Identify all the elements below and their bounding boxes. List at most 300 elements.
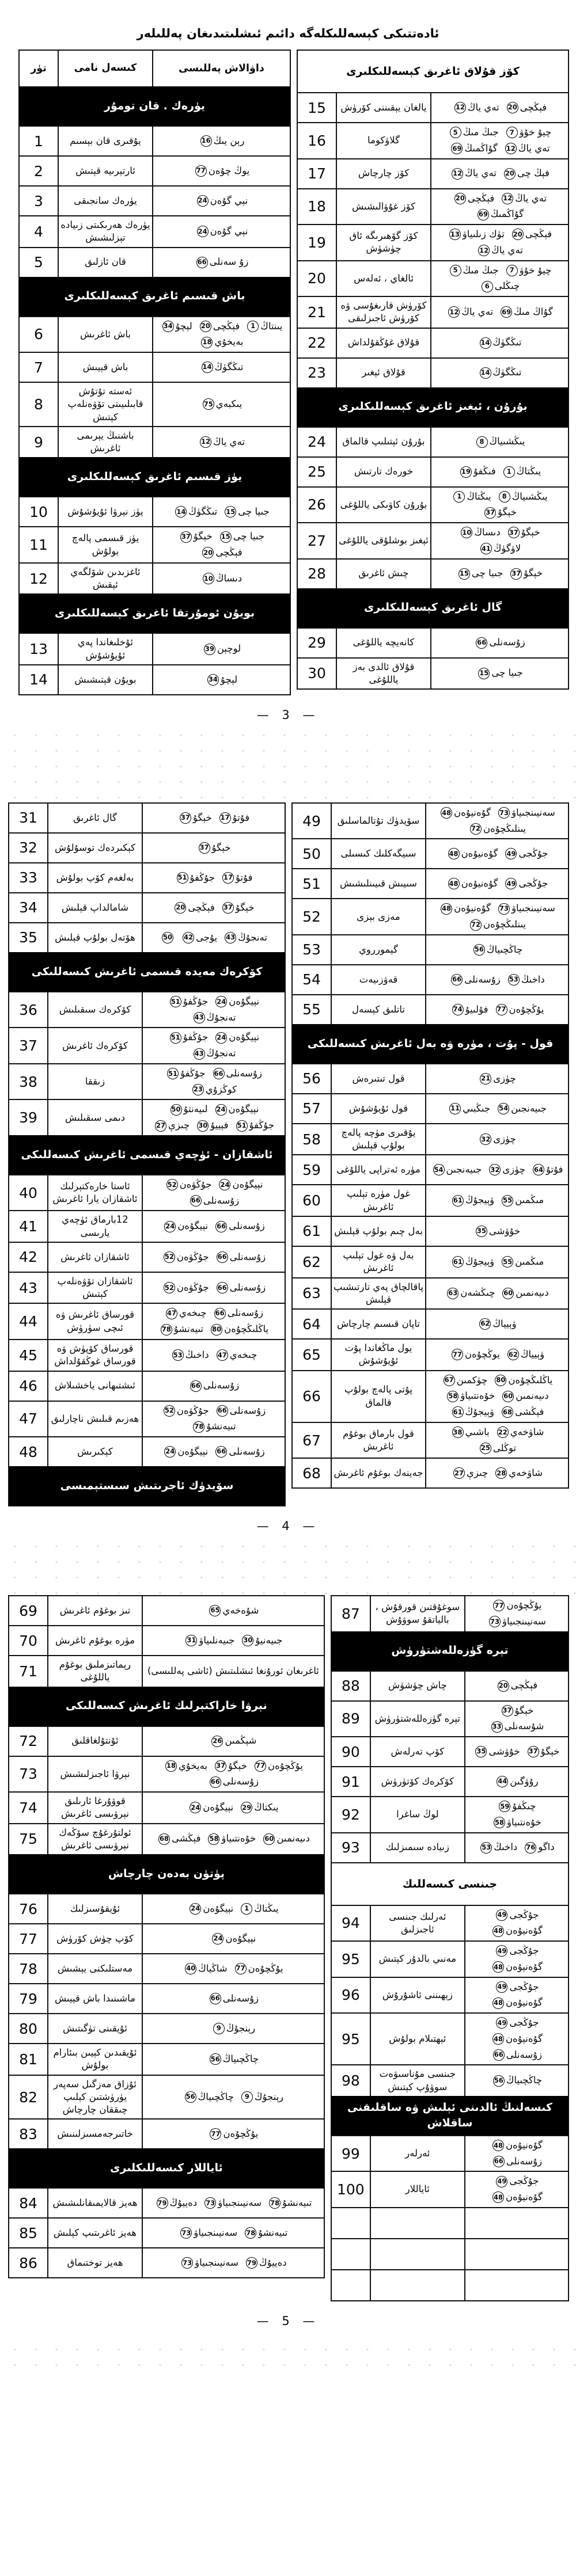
disease-name: كېكىردەك توسۇلۇش bbox=[48, 834, 143, 862]
point-number-badge: 20 bbox=[504, 168, 516, 180]
point-name: شاۋخەي bbox=[510, 1426, 544, 1437]
point-number-badge: 12 bbox=[200, 436, 211, 448]
remedy-point bbox=[197, 841, 231, 855]
disease-name: يۇقىرى قان بېسىم bbox=[59, 127, 153, 155]
remedy-point bbox=[499, 305, 553, 319]
remedy-point bbox=[173, 901, 214, 915]
table-row bbox=[293, 1458, 568, 1487]
row-number: 62 bbox=[293, 1247, 332, 1277]
remedy-point bbox=[450, 1193, 494, 1208]
row-number: 32 bbox=[9, 834, 48, 862]
point-number-badge: 68 bbox=[502, 1406, 513, 1418]
disease-name: سىيگەكلىك كىسىلى bbox=[332, 839, 426, 868]
point-number-badge: 20 bbox=[454, 193, 466, 204]
point-name: تەي ياڭ bbox=[213, 436, 245, 447]
row-number: 11 bbox=[20, 527, 59, 562]
point-number-badge: 56 bbox=[185, 2091, 196, 2103]
disease-name: كۆز گۆھىرىگە ئاق چۈشۈش bbox=[337, 225, 431, 260]
table-row bbox=[293, 1063, 568, 1093]
row-number: 57 bbox=[293, 1094, 332, 1123]
remedy-point bbox=[497, 901, 555, 916]
remedy-point bbox=[496, 1102, 547, 1116]
remedy-point bbox=[179, 530, 213, 544]
row-number: 30 bbox=[298, 659, 337, 689]
remedy-point bbox=[439, 806, 491, 820]
remedy-point bbox=[210, 1734, 256, 1748]
remedy-points bbox=[465, 2065, 568, 2096]
disease-name: باش ئاغرىش bbox=[59, 317, 153, 352]
section-header: باش قىسىم ئاغرىق كېسەللىكلىرى bbox=[20, 277, 290, 316]
remedy-points bbox=[431, 523, 568, 558]
remedy-point bbox=[153, 1118, 190, 1133]
remedy-point bbox=[449, 973, 500, 987]
point-name: جۇڭجى bbox=[509, 1909, 539, 1920]
point-number-badge: 48 bbox=[448, 848, 460, 859]
remedy-points bbox=[153, 665, 290, 694]
remedy-points bbox=[465, 2014, 568, 2064]
point-number-badge: 77 bbox=[496, 1004, 507, 1015]
table-row bbox=[9, 1272, 285, 1303]
remedy-points bbox=[465, 2172, 568, 2207]
remedy-points bbox=[465, 1672, 568, 1700]
table-right bbox=[331, 1595, 569, 2301]
remedy-points bbox=[426, 899, 568, 934]
disease-name: ئۇيقىنى تۈگىتىش bbox=[48, 2014, 143, 2043]
point-number-badge: 37 bbox=[222, 902, 234, 914]
table-row bbox=[332, 1832, 568, 1862]
disease-name: قول تىتىرەش bbox=[332, 1064, 426, 1093]
remedy-point bbox=[450, 1348, 500, 1362]
point-number-badge: 20 bbox=[202, 547, 214, 558]
point-number-badge: 66 bbox=[213, 1068, 225, 1079]
table-row bbox=[293, 1338, 568, 1370]
point-name: تىڭگۈڭ bbox=[492, 337, 522, 348]
point-name: گۇەنيۇەن bbox=[505, 2139, 543, 2151]
remedy-point bbox=[165, 1178, 212, 1192]
disease-name: ئاياللار bbox=[371, 2172, 465, 2207]
remedy-point bbox=[475, 435, 525, 449]
point-name: رېن يىڭ bbox=[213, 135, 245, 146]
table-row bbox=[9, 1303, 285, 1339]
point-name: شاۋخەي bbox=[509, 1467, 543, 1478]
table-row bbox=[20, 185, 290, 215]
remedy-point bbox=[474, 1224, 520, 1239]
remedy-points bbox=[153, 564, 290, 594]
remedy-point bbox=[192, 1011, 236, 1025]
point-name: چيۇ خۇۋ bbox=[519, 127, 552, 138]
point-name: خېگۇ bbox=[514, 1704, 534, 1716]
remedy-point bbox=[208, 1992, 259, 2006]
remedy-point bbox=[214, 1445, 264, 1459]
remedy-points bbox=[426, 1185, 568, 1216]
remedy-point bbox=[453, 101, 499, 115]
remedy-points bbox=[143, 1984, 324, 2013]
point-number-badge: 10 bbox=[203, 573, 214, 584]
point-name: شۇەخەي bbox=[222, 1604, 259, 1616]
point-name: لېچۇ bbox=[220, 674, 238, 685]
column-header: تۈر bbox=[20, 51, 59, 86]
remedy-point bbox=[452, 1466, 488, 1481]
point-name: يوڭ چۇەن bbox=[208, 165, 250, 176]
point-number-badge: 66 bbox=[217, 1282, 228, 1293]
point-name: گۇەنيۇەن bbox=[505, 1997, 543, 2008]
table-row bbox=[298, 296, 568, 328]
point-name: نېيگۇەن bbox=[229, 1032, 260, 1043]
disease-name: تاتلىق كېسەل bbox=[332, 995, 426, 1024]
remedy-points bbox=[431, 329, 568, 357]
point-name: تەي ياڭ bbox=[467, 101, 499, 113]
table-right bbox=[291, 802, 569, 1489]
row-number: 13 bbox=[20, 634, 59, 664]
row-number: 3 bbox=[20, 187, 59, 215]
row-number: 29 bbox=[298, 629, 337, 657]
point-number-badge: 73 bbox=[180, 2227, 192, 2239]
row-number: 81 bbox=[9, 2044, 48, 2075]
table-row bbox=[298, 486, 568, 523]
row-number: 42 bbox=[9, 1243, 48, 1272]
point-name: زۇسەنلى bbox=[222, 1992, 259, 2004]
point-number-badge: 41 bbox=[480, 543, 492, 554]
point-number-badge: 1 bbox=[241, 1903, 252, 1915]
remedy-points bbox=[431, 123, 568, 158]
remedy-point bbox=[505, 125, 552, 140]
remedy-point bbox=[450, 1255, 494, 1269]
table-row bbox=[9, 1923, 324, 1953]
row-number: 84 bbox=[9, 2189, 48, 2217]
disease-name: تىز بوغۇم ئاغرىش bbox=[48, 1596, 143, 1625]
remedy-point bbox=[162, 1404, 209, 1418]
page-number: — 3 — bbox=[256, 707, 320, 722]
table-row bbox=[9, 2247, 324, 2277]
table-row bbox=[293, 994, 568, 1024]
point-number-badge: 48 bbox=[492, 2191, 504, 2203]
remedy-point bbox=[491, 2155, 542, 2169]
row-number: 88 bbox=[332, 1672, 371, 1700]
point-name: گۇەنيۇەن bbox=[461, 878, 498, 889]
point-number-badge: 14 bbox=[175, 506, 187, 518]
disease-name: ئۇزاق مەزگىل سەپەر يۈرۈشتىن كېلىپ چىققان چارچاش bbox=[48, 2076, 143, 2119]
table-row bbox=[9, 1339, 285, 1371]
section-header: ئاشقازان - ئۈچەي قىسمى ئاغرىش كىسەللىكى bbox=[9, 1135, 285, 1174]
remedy-point bbox=[202, 642, 241, 656]
table-row bbox=[332, 1796, 568, 1832]
row-number: 25 bbox=[298, 458, 337, 486]
row-number: 14 bbox=[20, 665, 59, 694]
disease-name: ئۇنتۇلغاقلىق bbox=[48, 1727, 143, 1756]
point-name: جۇڭفۇ bbox=[180, 1067, 206, 1079]
disease-name: يۇقىرى مۈچە پالەچ بولۇپ قېلىش bbox=[332, 1124, 426, 1155]
point-number-badge: 20 bbox=[498, 1680, 509, 1692]
row-number: 99 bbox=[332, 2136, 371, 2171]
point-name: فىڭفۇ bbox=[473, 466, 496, 477]
table-row bbox=[9, 1371, 285, 1401]
point-number-badge: 49 bbox=[496, 2017, 507, 2029]
point-number-badge: 32 bbox=[480, 1133, 491, 1145]
point-name: بەيخۇي bbox=[178, 1760, 208, 1771]
remedy-point bbox=[147, 1664, 319, 1679]
disease-name: 12بارماق ئۈچەي يارىسى bbox=[48, 1211, 143, 1242]
table-row bbox=[9, 2043, 324, 2075]
point-name: فېڭچى bbox=[520, 101, 547, 113]
point-number-badge: 61 bbox=[452, 1256, 464, 1268]
point-number-badge: 69 bbox=[451, 143, 463, 154]
point-name: جۇڭۋەن bbox=[176, 1405, 209, 1416]
point-name: داخىڭ bbox=[494, 1841, 518, 1853]
remedy-points bbox=[431, 659, 568, 689]
table-row bbox=[293, 1422, 568, 1458]
row-number: 91 bbox=[332, 1767, 371, 1796]
point-name: تەنجۇڭ bbox=[238, 931, 267, 943]
remedy-point bbox=[195, 194, 248, 208]
point-name: بەيخۇي bbox=[214, 336, 244, 348]
table-row bbox=[293, 1216, 568, 1246]
point-number-badge: 33 bbox=[491, 1721, 503, 1733]
remedy-points bbox=[426, 1124, 568, 1155]
remedy-point bbox=[476, 243, 523, 258]
row-number: 71 bbox=[9, 1656, 48, 1687]
point-name: خۇۋشى bbox=[488, 1745, 520, 1757]
point-name: جۇڭجى bbox=[509, 2017, 539, 2029]
point-name: توڭلى bbox=[492, 1442, 517, 1453]
page-columns bbox=[0, 50, 576, 695]
remedy-point bbox=[164, 1306, 207, 1321]
point-number-badge: 37 bbox=[508, 527, 520, 538]
point-name: گۇەنيۇەن bbox=[454, 806, 491, 818]
point-number-badge: 27 bbox=[155, 1120, 166, 1132]
point-number-badge: 54 bbox=[433, 1164, 445, 1175]
point-number-badge: 77 bbox=[235, 1963, 247, 1974]
row-number: 45 bbox=[9, 1340, 48, 1371]
row-number: 100 bbox=[332, 2172, 371, 2207]
point-number-badge: 12 bbox=[502, 193, 513, 204]
remedy-points bbox=[431, 359, 568, 387]
point-number-badge: 66 bbox=[476, 637, 487, 649]
row-number: 61 bbox=[293, 1217, 332, 1246]
remedy-point bbox=[195, 225, 248, 239]
remedy-points bbox=[426, 995, 568, 1024]
disease-name: مەنىي بالدۇر كېتىش bbox=[371, 1942, 465, 1977]
remedy-points bbox=[143, 1924, 324, 1953]
point-number-badge: 24 bbox=[164, 1221, 176, 1232]
point-name: يۇڭچۇەن bbox=[267, 1760, 303, 1771]
remedy-point bbox=[223, 505, 269, 519]
remedy-point bbox=[240, 1634, 282, 1648]
row-number: 77 bbox=[9, 1924, 48, 1953]
remedy-point bbox=[198, 435, 245, 450]
remedy-points bbox=[143, 804, 285, 832]
remedy-points bbox=[143, 1757, 324, 1792]
point-number-badge: 37 bbox=[484, 507, 496, 519]
point-number-badge: 66 bbox=[493, 2049, 505, 2061]
point-number-badge: 64 bbox=[533, 1164, 544, 1175]
remedy-point bbox=[168, 995, 208, 1009]
remedy-point bbox=[452, 490, 491, 504]
remedy-points bbox=[431, 629, 568, 657]
point-number-badge: 74 bbox=[452, 1004, 464, 1015]
table-row bbox=[298, 92, 568, 122]
column-header-row bbox=[20, 51, 290, 86]
remedy-point bbox=[262, 1832, 309, 1846]
point-name: زۇسەنلى bbox=[226, 1067, 262, 1079]
remedy-point bbox=[245, 319, 282, 334]
remedy-point bbox=[494, 1980, 539, 1995]
point-number-badge: 14 bbox=[480, 337, 491, 349]
point-name: لېچۇ bbox=[175, 320, 192, 332]
disease-name: مۈرە بوغۇم ئاغرىش bbox=[48, 1626, 143, 1655]
point-number-badge: 12 bbox=[452, 168, 463, 180]
point-name: خۇەنتىياۋ bbox=[221, 1833, 256, 1844]
remedy-point bbox=[500, 1704, 534, 1718]
remedy-point bbox=[244, 2256, 287, 2270]
point-name: زۇسەنلى bbox=[489, 637, 525, 648]
disease-name: قول ئۇيۇشۇش bbox=[332, 1094, 426, 1123]
table-row bbox=[20, 664, 290, 694]
remedy-point bbox=[500, 192, 547, 206]
point-name: سەنيىنجىياۋ bbox=[502, 1615, 546, 1627]
row-number: 93 bbox=[332, 1833, 371, 1862]
point-name: نېيگۇەن bbox=[229, 995, 260, 1007]
point-name: جىڭ مىڭ bbox=[463, 127, 499, 138]
section-header: بويۇن ئومۇرتقا ئاغرىق كېسەللىكلىرى bbox=[20, 593, 290, 633]
remedy-point bbox=[476, 207, 524, 222]
remedy-point bbox=[472, 943, 522, 957]
point-name: چۈزى bbox=[502, 1164, 525, 1175]
point-number-badge: 19 bbox=[460, 466, 472, 478]
point-name: چۈزى bbox=[493, 1133, 516, 1144]
row-number: 58 bbox=[293, 1124, 332, 1155]
point-name: تىڭگۈڭ bbox=[214, 361, 244, 372]
disease-name: مەزى بېزى bbox=[332, 899, 426, 934]
disease-name: نېرۋا ئاجىزلىشىش bbox=[48, 1757, 143, 1792]
point-number-badge: 6 bbox=[482, 281, 493, 292]
empty-table-row bbox=[332, 2269, 568, 2300]
point-number-badge: 12 bbox=[454, 102, 466, 113]
remedy-points bbox=[465, 1797, 568, 1832]
remedy-point bbox=[478, 366, 522, 380]
point-name: نېيگۇەن bbox=[177, 1220, 209, 1232]
point-number-badge: 13 bbox=[449, 229, 461, 240]
point-number-badge: 31 bbox=[185, 1635, 197, 1646]
remedy-point bbox=[208, 1775, 259, 1789]
remedy-point bbox=[217, 1178, 263, 1192]
point-number-badge: 40 bbox=[185, 1963, 196, 1974]
remedy-point bbox=[240, 2090, 283, 2105]
table-row bbox=[298, 522, 568, 558]
remedy-point bbox=[497, 806, 555, 820]
point-name: تەي ياڭ bbox=[515, 192, 547, 204]
point-number-badge: 18 bbox=[165, 1760, 177, 1772]
disease-name: قورساق كۆپۈش ۋە قورساق غوڭقۇلداش bbox=[48, 1340, 143, 1371]
section-header: سۆيدۈك ئاجرىتىش سىستېمىسى bbox=[9, 1466, 285, 1505]
point-name: يۇڭچۇەن bbox=[223, 2128, 259, 2140]
remedy-point bbox=[175, 871, 215, 885]
point-number-badge: 20 bbox=[507, 102, 518, 113]
remedy-point bbox=[161, 319, 192, 334]
row-number: 20 bbox=[298, 261, 337, 296]
remedy-point bbox=[211, 1067, 262, 1081]
disease-name: كۆكرەك ئاغرىش bbox=[48, 1028, 143, 1063]
remedy-point bbox=[214, 1102, 259, 1117]
table-row bbox=[298, 627, 568, 657]
remedy-point bbox=[200, 546, 242, 560]
remedy-point bbox=[208, 2127, 258, 2141]
point-name: نېي گۇەن bbox=[210, 225, 248, 237]
row-number: 17 bbox=[298, 159, 337, 188]
remedy-point bbox=[501, 1286, 548, 1300]
point-name: خېگۇ bbox=[524, 568, 543, 579]
point-name: تەنجۇڭ bbox=[206, 1011, 236, 1023]
row-number: 74 bbox=[9, 1793, 48, 1823]
point-name: سەنيىنجىياۋ bbox=[195, 2257, 238, 2269]
remedy-points bbox=[143, 2014, 324, 2043]
disease-name: ئولتۇرغۇچ سۆڭەك نېرۋىسى ئاغرىش bbox=[48, 1824, 143, 1855]
remedy-point bbox=[431, 1163, 482, 1177]
remedy-points bbox=[143, 893, 285, 922]
point-number-badge: 12 bbox=[478, 245, 490, 256]
point-name: گۇەنيۇەن bbox=[454, 903, 491, 914]
table-row bbox=[293, 1370, 568, 1422]
row-number: 37 bbox=[9, 1028, 48, 1063]
table-row bbox=[20, 247, 290, 277]
remedy-point bbox=[218, 530, 264, 544]
row-number: 60 bbox=[293, 1185, 332, 1216]
point-name: شېڭمىن bbox=[225, 1735, 257, 1746]
row-number: 1 bbox=[20, 127, 59, 155]
row-number: 44 bbox=[9, 1304, 48, 1339]
point-name: جىيەنلىياۋ bbox=[199, 1634, 235, 1646]
disease-name: ھەيز قالايمىقانلىشىش bbox=[48, 2189, 143, 2217]
remedy-point bbox=[195, 255, 249, 269]
table-row bbox=[9, 1596, 324, 1625]
table-left bbox=[8, 802, 286, 1506]
remedy-point bbox=[478, 1317, 516, 1331]
table-row bbox=[332, 2012, 568, 2064]
remedy-point bbox=[180, 2256, 238, 2270]
point-number-badge: 61 bbox=[452, 1195, 464, 1207]
table-row bbox=[20, 382, 290, 426]
remedy-points bbox=[465, 1596, 568, 1631]
point-number-badge: 68 bbox=[158, 1833, 170, 1845]
point-name: دىساڭ bbox=[215, 572, 242, 584]
disease-name: يۈز نېرۋا ئۇيۇشۇش bbox=[59, 497, 153, 526]
point-number-badge: 62 bbox=[479, 1318, 491, 1330]
remedy-point bbox=[523, 1840, 554, 1855]
remedy-point bbox=[206, 673, 237, 687]
table-row bbox=[332, 1596, 568, 1631]
table-row bbox=[9, 1625, 324, 1655]
point-name: زۇسەنلى bbox=[464, 973, 501, 985]
remedy-points bbox=[431, 428, 568, 456]
point-number-badge: 60 bbox=[263, 1833, 275, 1845]
disease-name: زېھىننى ئاشۇرۇش bbox=[371, 1978, 465, 2013]
point-name: فېڭ چى bbox=[517, 168, 550, 179]
remedy-points bbox=[431, 297, 568, 328]
remedy-point bbox=[458, 465, 496, 479]
point-name: چاڭچىياڭ bbox=[198, 2091, 234, 2102]
disease-name: تاپان قىسىم چارچاش bbox=[332, 1310, 426, 1338]
point-name: يىكبەي bbox=[215, 398, 242, 410]
disease-name: ئاستا خارەكتېرلىك ئاشقازان يارا ئاغرىش bbox=[48, 1175, 143, 1211]
empty-table-row bbox=[332, 2207, 568, 2238]
page-gap-halftone bbox=[0, 722, 576, 802]
remedy-point bbox=[493, 1373, 552, 1388]
remedy-point bbox=[497, 1799, 536, 1814]
disease-name bbox=[371, 2270, 465, 2300]
point-name: چيۇ خۇۋ bbox=[519, 264, 552, 276]
point-number-badge: 59 bbox=[499, 1801, 510, 1812]
remedy-point bbox=[203, 2196, 262, 2210]
table-row bbox=[9, 1063, 285, 1099]
